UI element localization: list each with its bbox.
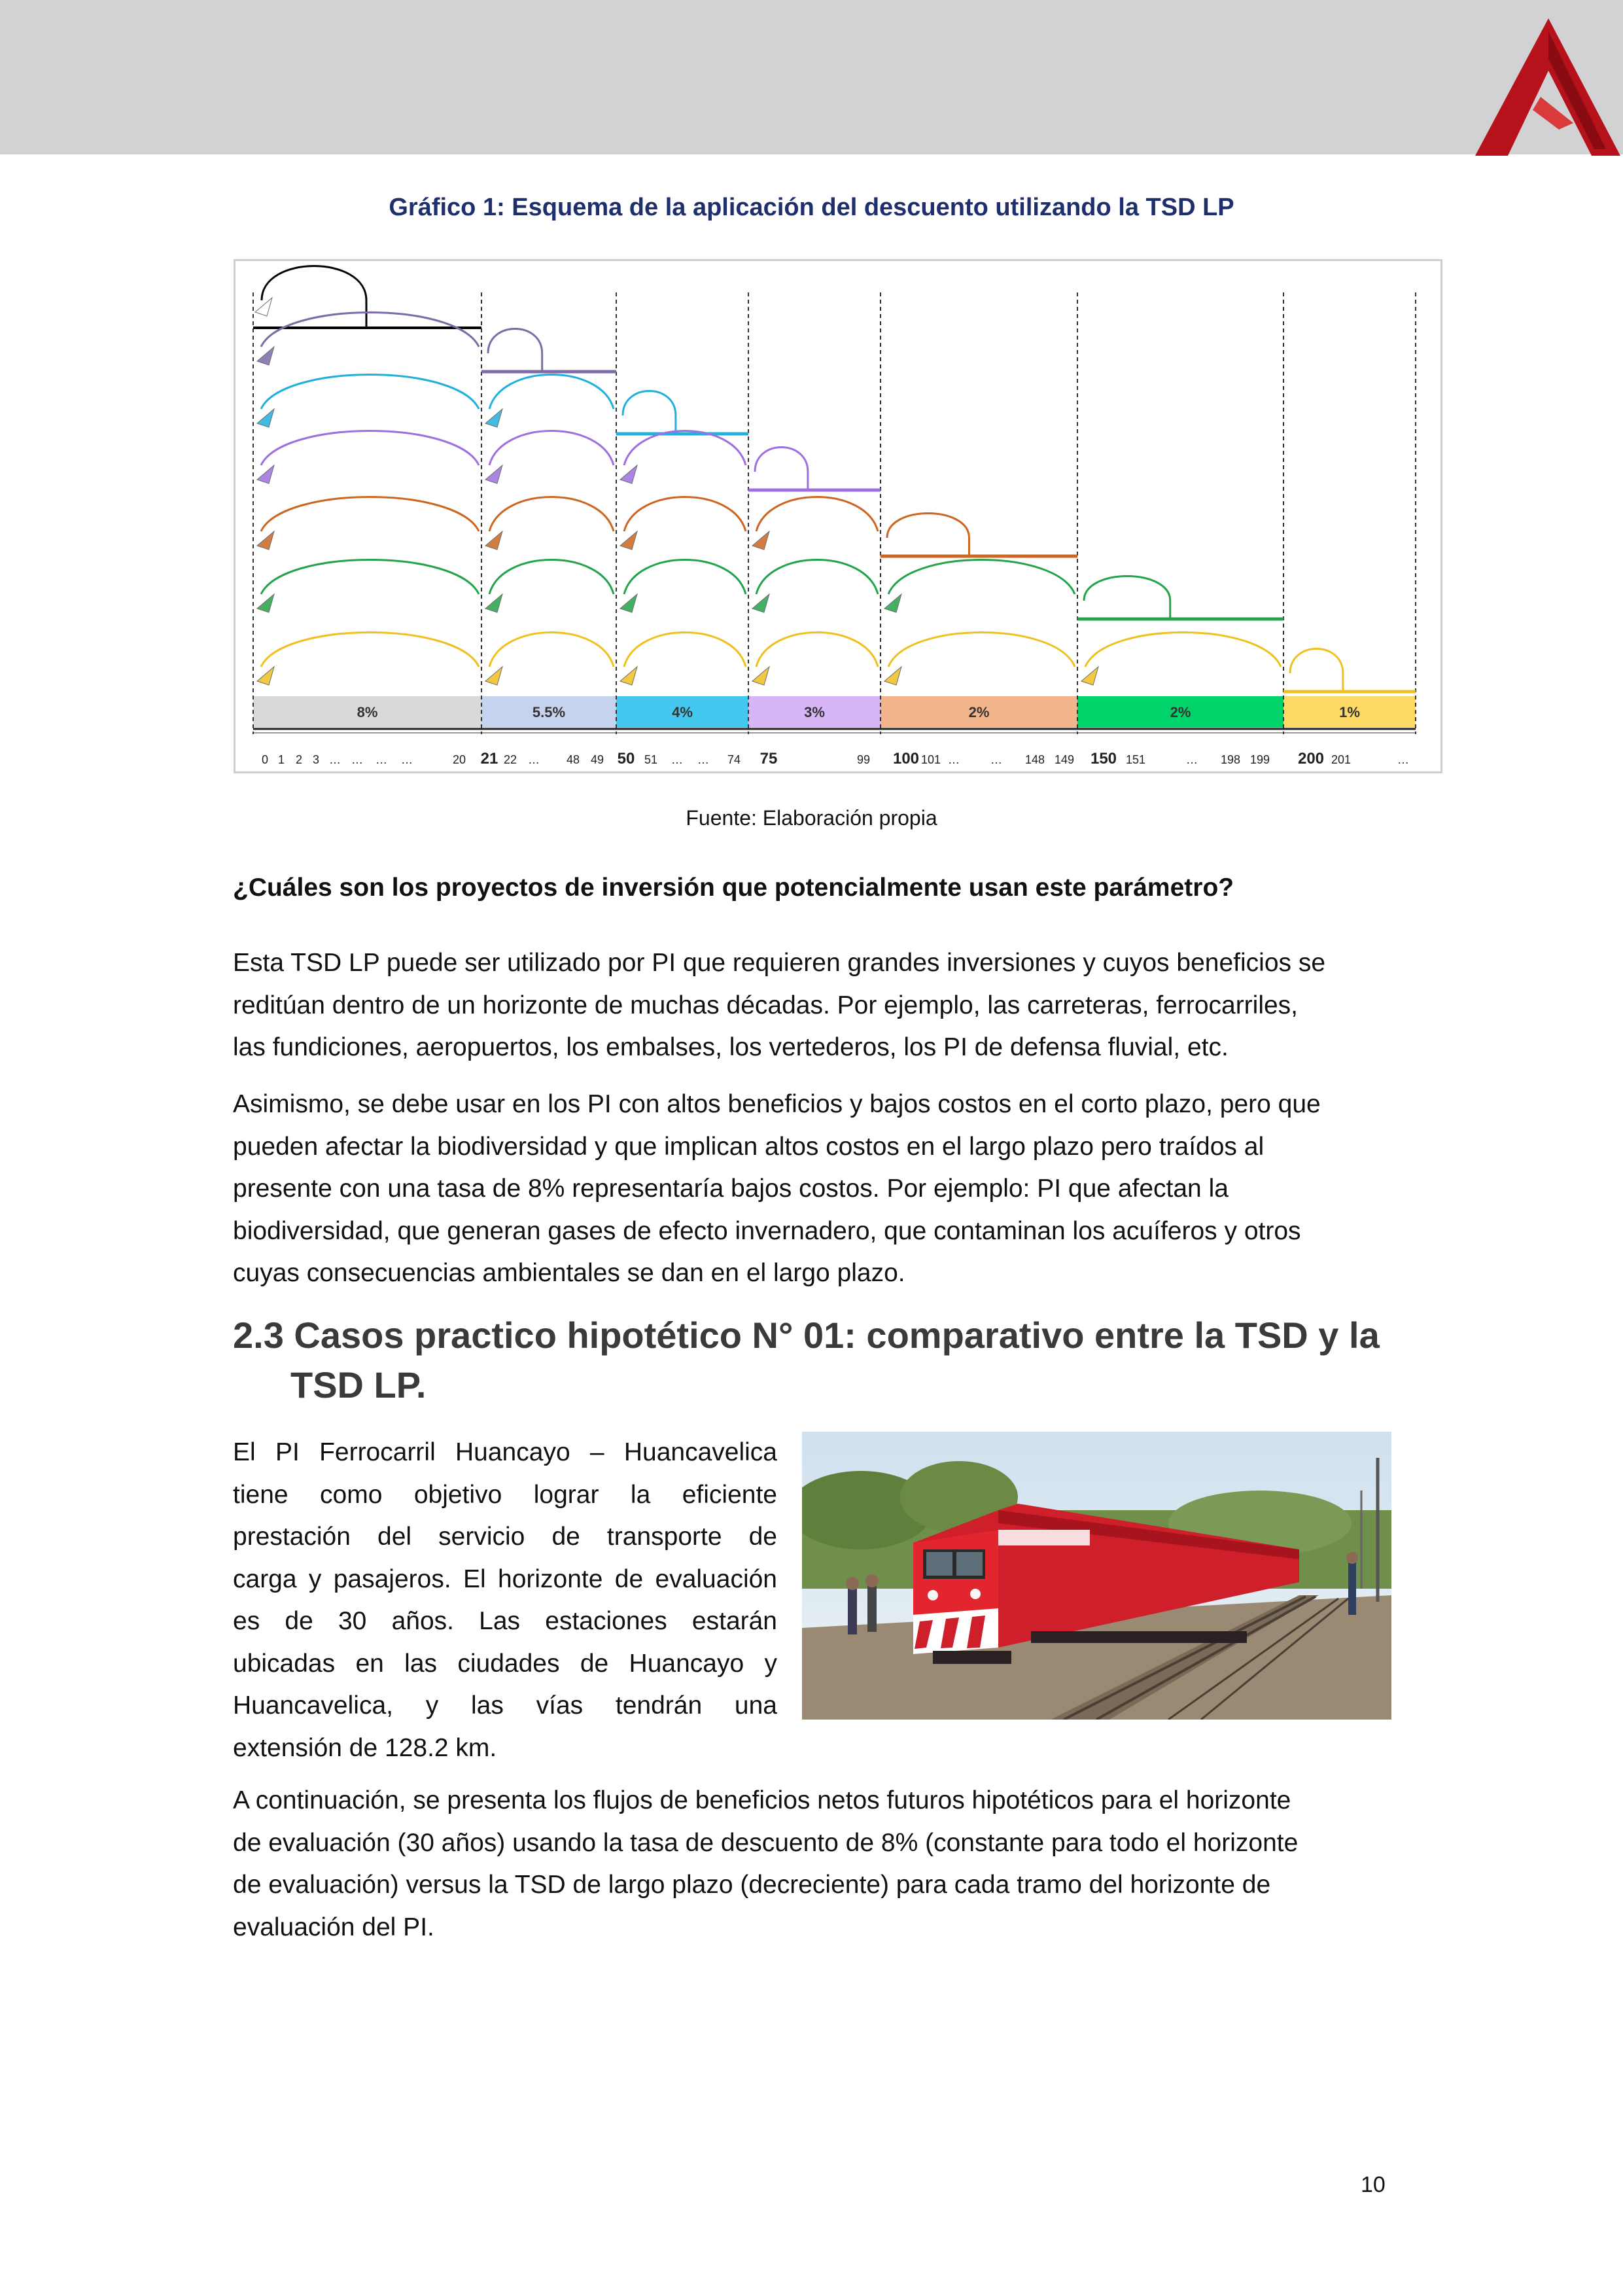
text-line: Huancavelica, y las vías tendrán una [233,1691,777,1720]
arrow-marker-icon [257,465,274,484]
arrow-marker-icon [257,667,274,685]
discount-arc [489,633,614,667]
tick-label: 74 [727,753,741,766]
arrow-marker-icon [485,465,502,484]
discount-arc [488,329,542,354]
arrow-marker-icon [752,594,769,612]
text-line: carga y pasajeros. El horizonte de evaluación [233,1564,777,1593]
text-line: evaluación del PI. [233,1913,434,1941]
discount-arc [261,313,479,347]
rate-label: 3% [804,704,825,720]
paragraph-4 [233,1780,1391,1949]
arrow-marker-icon [884,667,901,685]
rate-label: 4% [672,704,693,720]
tick-label: … [401,753,413,766]
tick-label: … [671,753,683,766]
tick-label: 49 [590,753,604,766]
text-line: de evaluación) versus la TSD de largo plazo (decreciente) para cada tramo del horizonte de [233,1871,1271,1899]
discount-arc [489,560,614,595]
discount-arc [624,560,746,595]
arrow-marker-icon [485,594,502,612]
train-photo [802,1432,1391,1720]
rate-label: 5.5% [532,704,566,720]
text-line: prestación del servicio de transporte de [233,1523,777,1551]
discount-arc [623,391,676,416]
rate-label: 1% [1339,704,1360,720]
discount-arc [261,560,479,595]
tick-label: 0 [261,753,269,766]
section-heading-line-1: 2.3 Casos practico hipotético N° 01: comparativo entre la TSD y la [233,1315,1380,1356]
text-line: extensión de 128.2 km. [233,1733,497,1762]
tick-label: … [948,753,960,766]
discount-arc [261,633,479,667]
discount-scheme-diagram [234,259,1442,773]
arrow-marker-icon [485,531,502,550]
tick-label: 201 [1331,753,1352,766]
text-line: pueden afectar la biodiversidad y que implican altos costos en el largo plazo pero traídos al [233,1132,1265,1161]
arrow-marker-icon [884,594,901,612]
discount-arc [262,266,366,301]
text-line: cuyas consecuencias ambientales se dan en el largo plazo. [233,1259,905,1287]
paragraph-3 [233,1432,777,1769]
discount-arc [1290,649,1343,674]
text-line: ubicadas en las ciudades de Huancayo y [233,1649,777,1678]
tick-label: 3 [312,753,320,766]
tick-label: 22 [503,753,517,766]
page-header-band [0,0,1623,154]
paragraph-2 [233,1084,1391,1295]
figure-source: Fuente: Elaboración propia [686,806,937,830]
text-line: tiene como objetivo lograr la eficiente [233,1480,777,1509]
text-line: es de 30 años. Las estaciones estarán [233,1607,777,1635]
discount-arc [887,514,969,539]
text-line: de evaluación (30 años) usando la tasa de descuento de 8% (constante para todo el horizonte [233,1828,1299,1857]
discount-arc [888,633,1075,667]
discount-arc [756,633,878,667]
tick-label: … [375,753,387,766]
tick-label: … [990,753,1002,766]
text-line: El PI Ferrocarril Huancayo – Huancavelica [233,1438,777,1466]
tick-label: 199 [1249,753,1270,766]
discount-arc [1085,633,1281,667]
tick-label: … [329,753,341,766]
arrow-marker-icon [752,667,769,685]
tick-label: 150 [1090,750,1117,768]
discount-arc [756,497,878,532]
arrow-marker-icon [485,409,502,427]
arrow-marker-icon [485,667,502,685]
rate-label: 2% [968,704,990,720]
text-line: reditúan dentro de un horizonte de muchas décadas. Por ejemplo, las carreteras, ferrocarriles, [233,991,1299,1019]
tick-label: 100 [892,750,920,768]
discount-arc [489,431,614,466]
tick-label: 151 [1125,753,1146,766]
discount-arc [888,560,1075,595]
rate-label: 8% [357,704,378,720]
tick-label: 20 [452,753,466,766]
tick-label: 148 [1024,753,1045,766]
tick-label: … [1397,753,1409,766]
tick-label: … [528,753,540,766]
arrow-marker-icon [620,667,637,685]
arrow-marker-icon [620,465,637,484]
discount-arc [261,497,479,532]
paragraph-1 [233,942,1391,1069]
arrow-marker-icon [255,298,272,316]
tick-label: 50 [617,750,635,768]
rate-label: 2% [1170,704,1191,720]
section-question: ¿Cuáles son los proyectos de inversión que potencialmente usan este parámetro? [233,874,1234,902]
tick-label: 21 [480,750,498,768]
arrow-marker-icon [257,531,274,550]
text-line: Esta TSD LP puede ser utilizado por PI que requieren grandes inversiones y cuyos beneficios se [233,949,1326,977]
tick-label: 48 [566,753,580,766]
discount-arc [624,431,746,466]
discount-arc [624,497,746,532]
section-heading [233,1311,1380,1410]
discount-arc [756,560,878,595]
figure-caption: Gráfico 1: Esquema de la aplicación del descuento utilizando la TSD LP [389,194,1234,221]
tick-label: … [351,753,363,766]
page-number: 10 [1361,2172,1386,2197]
discount-arc [261,375,479,410]
logo-icon [1475,18,1620,156]
tick-label: 200 [1297,750,1325,768]
arrow-marker-icon [752,531,769,550]
tick-label: 101 [920,753,941,766]
arrow-marker-icon [257,594,274,612]
arrow-marker-icon [257,347,274,365]
tick-label: … [1186,753,1198,766]
arrow-marker-icon [257,409,274,427]
arrow-marker-icon [620,531,637,550]
arrow-marker-icon [620,594,637,612]
discount-arc [624,633,746,667]
text-line: Asimismo, se debe usar en los PI con altos beneficios y bajos costos en el corto plazo, pero que [233,1090,1321,1118]
arrow-marker-icon [1081,667,1098,685]
tick-label: 1 [277,753,285,766]
tick-label: 2 [295,753,303,766]
discount-arc [261,431,479,466]
tick-label: 75 [759,750,778,768]
discount-arc [489,497,614,532]
text-line: las fundiciones, aeropuertos, los embalses, los vertederos, los PI de defensa fluvial, etc. [233,1033,1229,1061]
tick-label: 198 [1220,753,1241,766]
tick-label: 149 [1054,753,1075,766]
text-line: A continuación, se presenta los flujos de beneficios netos futuros hipotéticos para el horizonte [233,1786,1291,1814]
discount-arc [755,448,808,472]
tick-label: 51 [644,753,658,766]
text-line: biodiversidad, que generan gases de efecto invernadero, que contaminan los acuíferos y otros [233,1216,1301,1245]
section-heading-line-2: TSD LP. [290,1364,427,1405]
discount-arc [489,375,614,410]
discount-arc [1084,576,1170,601]
tick-label: 99 [856,753,871,766]
tick-label: … [697,753,709,766]
text-line: presente con una tasa de 8% representaría bajos costos. Por ejemplo: PI que afectan la [233,1174,1229,1203]
